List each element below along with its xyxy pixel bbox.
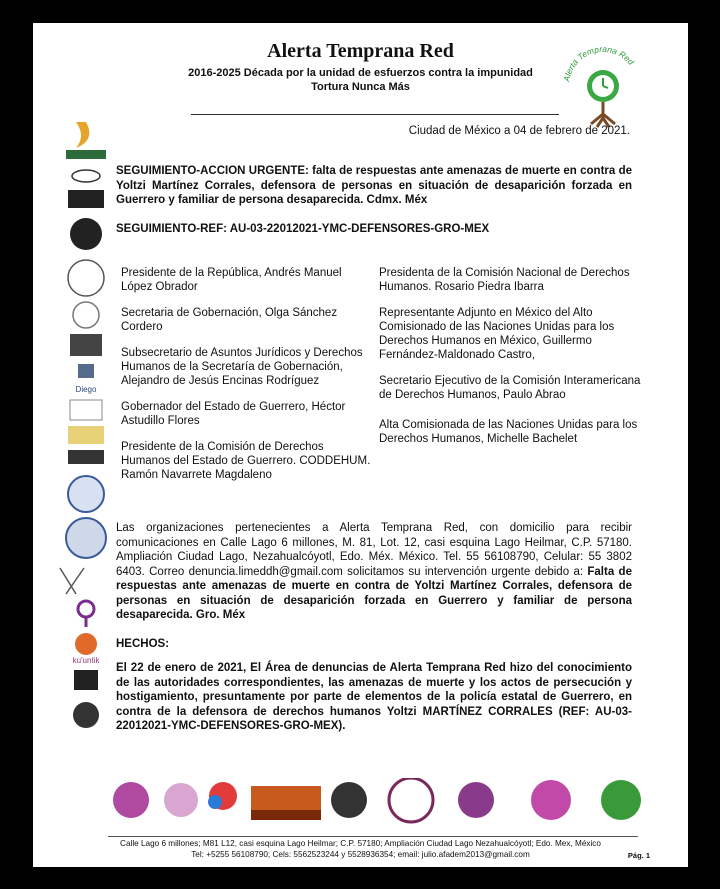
alerta-temprana-logo [551,28,651,128]
rumbo-logo [66,188,106,210]
recipients-left-column [121,266,371,494]
recipient: Presidente de la República, Andrés Manuel López Obrador [121,267,342,293]
recipient: Subsecretario de Asuntos Jurídicos y Derechos Humanos de la Secretaría de Gobernación, Alejandro de Jesús Encinas Rodríguez [121,347,363,387]
round-logo [66,700,106,730]
footer-contact: Tel: +5255 56108790; Cels: 5562523244 y 5528936354; email: julio.afadem2013@gmail.com [191,850,530,859]
bottom-logo-row [111,778,651,834]
footer [33,838,688,860]
dhi-ac-logo [208,782,237,810]
hoyar-logo [66,448,106,466]
asociacion-logo [66,398,106,422]
kuuntik-logo [66,630,106,666]
document-subtitle-2: Tortura Nunca Más [311,81,410,93]
date-line: Ciudad de México a 04 de febrero de 2021. [408,125,630,137]
hijos-logo [531,780,571,820]
recipient: Presidenta de la Comisión Nacional de Derechos Humanos. Rosario Piedra Ibarra [379,267,630,293]
footer-rule [108,836,638,837]
intro-text: Las organizaciones pertenecientes a Alerta Temprana Red, con domicilio para recibir comunicaciones en Calle Lago 6 millones, M. 81, Lot. 12, casi esquina Lago Heilmar, C.P. 57180. Ampliación Ciudad Lago, Nezahualcóyotl, Edo. Méx. México. Tel. 55 56108790, Celular: 55 3802 6403. Correo denuncia.limeddh@gmail.com solicitamos su intervención urgente debido a: [116,522,632,578]
limeddh-logo [62,118,110,162]
cdm-logo [66,332,106,358]
yureni-logo [68,668,104,698]
anad-logo [66,424,106,446]
accion-logo [601,780,641,820]
recipient: Gobernador del Estado de Guerrero, Héctor Astudillo Flores [121,401,346,427]
circle-logo-2 [65,300,107,330]
diego-lucero-logo [66,362,106,396]
page-number: Pág. 1 [627,851,650,860]
subject-lead: SEGUIMIENTO-ACCION URGENTE: [116,165,309,177]
seal-logo [63,474,109,514]
intro-bold: Falta de respuestas ante amenazas de muerte en contra de Yoltzi Martínez Corrales, defensora de personas en situación de desaparición forzada en Guerrero y familiar de persona desaparecida. Gro. Méx [116,565,632,621]
recipient: Secretario Ejecutivo de la Comisión Interamericana de Derechos Humanos, Paulo Abrao [379,375,641,401]
circle-logo-1 [63,258,109,298]
logo-arc-text: Alerta Temprana Red [561,43,637,83]
subject-text: falta de respuestas ante amenazas de muerte en contra de Yoltzi Martínez Corrales, defensora de personas en situación de desaparición forzada en Guerrero y familiar de persona desaparecida. Cdmx. Méx [116,165,632,206]
raizubia-logo [458,782,494,818]
intro-paragraph [116,521,632,623]
header-rule [191,114,559,115]
document-page [33,23,688,867]
svg-text:Diego: Diego [75,385,97,394]
hechos-heading: HECHOS: [116,638,170,650]
ambas-logo [164,783,198,817]
recipient: Alta Comisionada de las Naciones Unidas para los Derechos Humanos, Michelle Bachelet [379,419,638,445]
document-title: Alerta Temprana Red [267,40,454,62]
comite-logo [331,782,367,818]
recipient: Presidente de la Comisión de Derechos Humanos del Estado de Guerrero. CODDEHUM. Ramón Navarrete Magdaleno [121,441,371,481]
mujeres-guerrerenses-logo [113,782,149,818]
reference-line: SEGUIMIENTO-REF: AU-03-22012021-YMC-DEFENSORES-GRO-MEX [116,223,490,235]
side-logo-column [51,118,121,730]
afadem-logo [62,164,110,184]
hechos-paragraph: El 22 de enero de 2021, El Área de denuncias de Alerta Temprana Red hizo del conocimiento de las autoridades correspondientes, las amenazas de muerte y los actos de persecución y hostigamiento, presuntamente por parte de elementos de la policía estatal de Guerrero, en contra de la defensora de derechos humanos Yoltzi MARTÍNEZ CORRALES (REF: AU-03-22012021-YMC-DEFENSORES-GRO-MEX). [116,662,632,732]
iztacalco-logo [389,778,433,822]
svg-text:ku'untik: ku'untik [72,656,100,665]
recipient: Secretaria de Gobernación, Olga Sánchez Cordero [121,307,338,333]
subject-paragraph [116,164,632,208]
hands-logo [65,216,107,252]
feminist-logo [71,598,101,628]
footer-address: Calle Lago 6 millones; M81 L12, casi esquina Lago Heilmar; C.P. 57180; Ampliación Ciudad Lago Nezahualcóyotl; Edo. Mex, México [120,839,601,848]
map-logo [63,516,109,560]
recipient: Representante Adjunto en México del Alto Comisionado de las Naciones Unidas para los Derechos Humanos en México, Guillermo Fernández-Maldonado Castro, [379,307,615,361]
red-solidaria-logo [56,564,116,596]
chollulan-logo [251,786,321,820]
recipients-right-column [379,266,641,458]
document-subtitle: 2016-2025 Década por la unidad de esfuerzos contra la impunidad [188,67,533,79]
